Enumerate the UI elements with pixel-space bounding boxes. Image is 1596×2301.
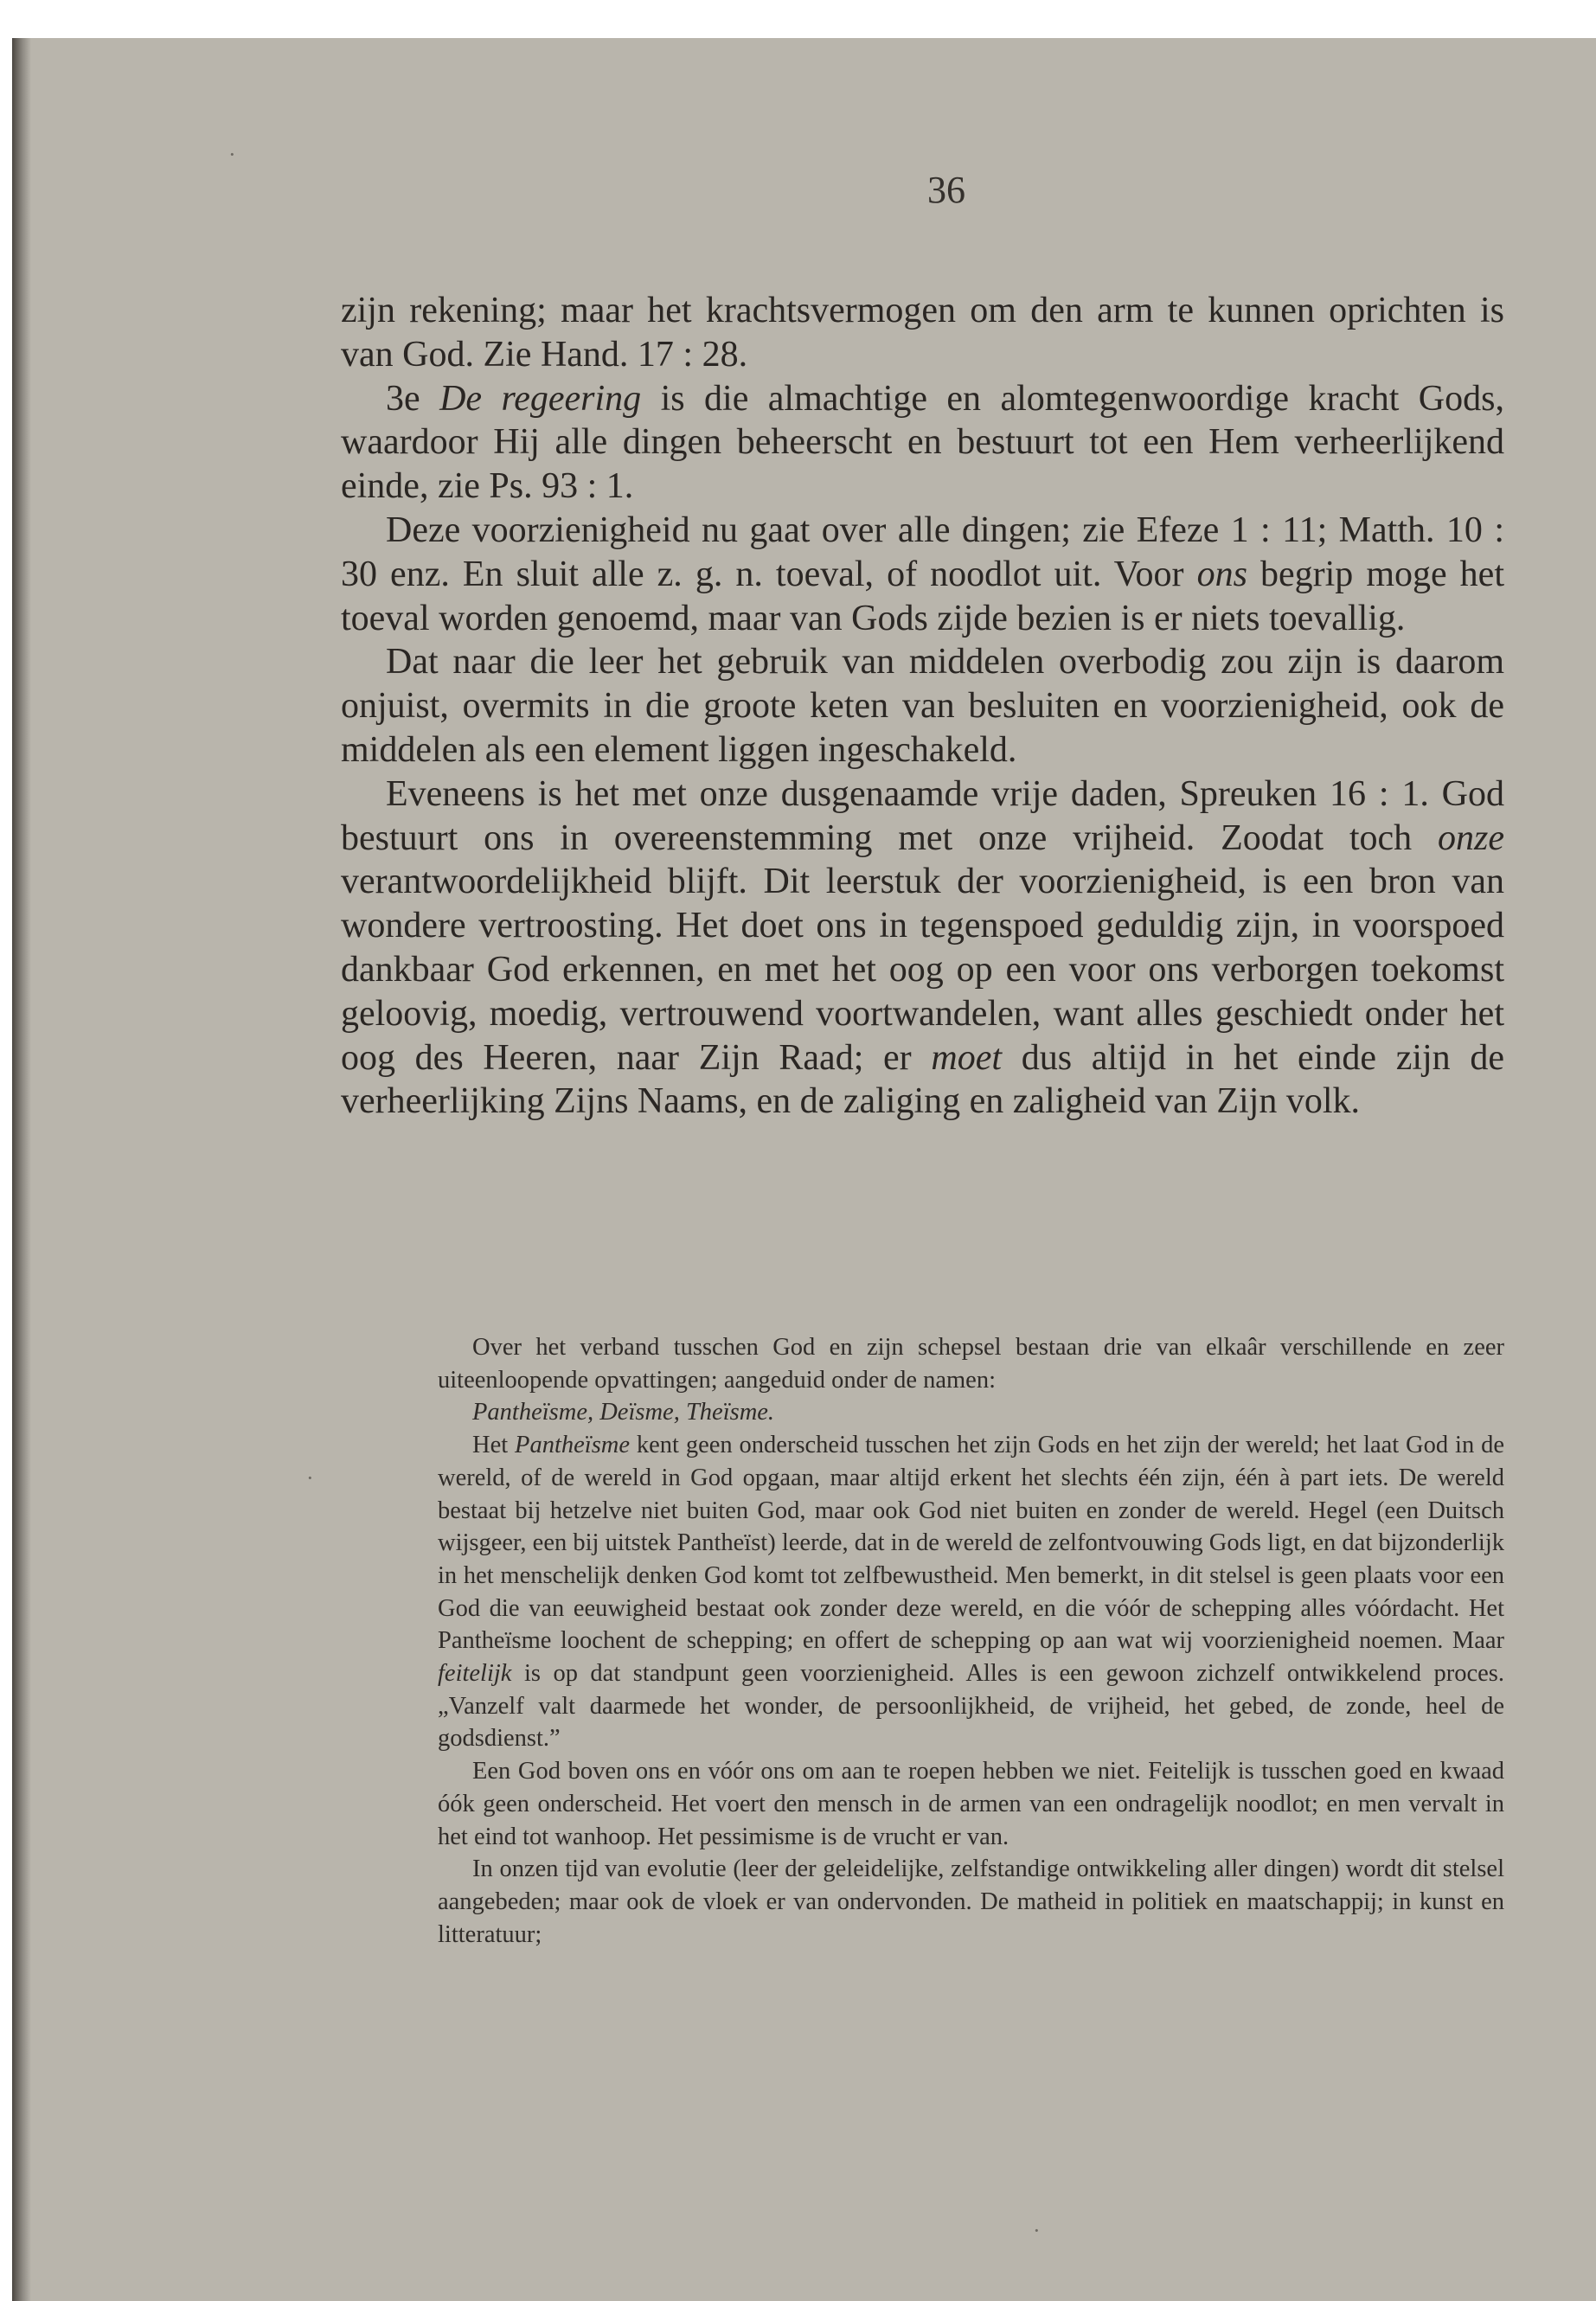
footnote-4 — [438, 1853, 1504, 1951]
page-number: 36 — [927, 169, 965, 211]
paragraph-4-text: Dat naar die leer het gebruik van middelen overbodig zou zijn is daarom onjuist, overmits in die groote keten van besluiten en voorzienigheid, ook de middelen als een element liggen ingeschakeld. — [341, 642, 1504, 770]
paragraph-5-italic-1: onze — [1438, 817, 1504, 858]
book-page — [12, 38, 1596, 2301]
paragraph-5-b: verantwoordelijkheid blijft. Dit leerstuk der voorzienigheid, is een bron van wondere vertroosting. Het doet ons in tegenspoed geduldig zijn, in voorspoed dankbaar God erkennen, en met het oog op een voor ons verborgen toekomst geloovig, moedig, vertrouwend voortwandelen, want alles geschiedt onder het oog des Heeren, naar Zijn Raad; er — [341, 862, 1504, 1078]
paper-speck: · — [228, 142, 236, 167]
paragraph-2-prefix: 3e — [386, 378, 440, 419]
paper-speck: · — [1033, 2218, 1041, 2243]
footnote-2 — [438, 1429, 1504, 1755]
footnote-1-names: Pantheïsme, Deïsme, Theïsme. — [472, 1399, 775, 1426]
paragraph-3-a: Deze voorzienigheid nu gaat over alle dingen; zie Efeze 1 : 11; Matth. 10 : 30 enz. En sluit alle z. g. n. toeval, of noodlot uit. Voor — [341, 510, 1504, 594]
paper-speck: · — [306, 1465, 314, 1490]
paragraph-3 — [341, 509, 1504, 640]
page-spine-shadow — [12, 38, 31, 2301]
footnote-3-text: Een God boven ons en vóór ons om aan te roepen hebben we niet. Feitelijk is tusschen goed en kwaad óók geen onderscheid. Het voert den mensch in de armen van een ondragelijk noodlot; en men vervalt in het eind tot wanhoop. Het pessimisme is de vrucht er van. — [438, 1758, 1504, 1850]
footnote-2-a: Het — [472, 1432, 516, 1459]
footnote — [438, 1331, 1504, 1951]
paragraph-5-italic-2: moet — [931, 1037, 1003, 1078]
paragraph-5-c: dus altijd in het einde zijn de verheerlijking Zijns Naams, en de zaliging en zaligheid van Zijn volk. — [341, 1037, 1504, 1122]
paragraph-4 — [341, 640, 1504, 772]
footnote-1 — [438, 1331, 1504, 1429]
paragraph-2 — [341, 377, 1504, 509]
paragraph-2-rest: is die almachtige en alomtegenwoordige kracht Gods, waardoor Hij alle dingen beheerscht en bestuurt tot een Hem verheerlijkend einde, zie Ps. 93 : 1. — [341, 378, 1504, 507]
footnote-4-text: In onzen tijd van evolutie (leer der geleidelijke, zelfstandige ontwikkeling aller dingen) wordt dit stelsel aangebeden; maar ook de vloek er van ondervonden. De matheid in politiek en maatschappij; in kunst en litteratuur; — [438, 1856, 1504, 1948]
footnote-2-c: is op dat standpunt geen voorzienigheid. Alles is een gewoon zichzelf ontwikkelend proces. „Vanzelf valt daarmede het wonder, de persoonlijkheid, de vrijheid, het gebed, de zonde, heel de godsdienst.” — [438, 1660, 1504, 1753]
paragraph-3-italic: ons — [1196, 554, 1247, 594]
footnote-1-text: Over het verband tusschen God en zijn schepsel bestaan drie van elkaâr verschillende en zeer uiteenloopende opvattingen; aangeduid onder de namen: — [438, 1334, 1504, 1394]
footnote-2-b: kent geen onderscheid tusschen het zijn Gods en het zijn der wereld; het laat God in de wereld, of de wereld in God opgaan, maar altijd erkent het slechts één zijn, één à part iets. De wereld bestaat bij hetzelve niet buiten God, maar ook God niet buiten en zonder de wereld. Hegel (een Duitsch wijsgeer, een bij uitstek Pantheïst) leerde, dat in de wereld de zelfontvouwing Gods ligt, en dat bijzonderlijk in het menschelijk denken God komt tot zelfbewustheid. Men bemerkt, in dit stelsel is geen plaats voor een God die van eeuwigheid bestaat ook zonder deze wereld, en die vóór de schepping alles vóórdacht. Het Pantheïsme loochent de schepping; en offert de schepping op aan wat wij voorzienigheid noemen. Maar — [438, 1432, 1504, 1655]
footnote-2-italic-1: Pantheïsme — [515, 1432, 631, 1459]
paragraph-1 — [341, 289, 1504, 377]
footnote-2-italic-2: feitelijk — [438, 1660, 512, 1688]
paragraph-3-b: begrip moge het toeval worden genoemd, maar van Gods zijde bezien is er niets toevallig. — [341, 554, 1504, 638]
paragraph-1-text: zijn rekening; maar het krachtsvermogen om den arm te kunnen oprichten is van God. Zie Hand. 17 : 28. — [341, 291, 1504, 375]
paragraph-5-a: Eveneens is het met onze dusgenaamde vrije daden, Spreuken 16 : 1. God bestuurt ons in overeenstemming met onze vrijheid. Zoodat toch — [341, 773, 1504, 858]
footnote-3 — [438, 1755, 1504, 1853]
main-text — [341, 289, 1504, 1124]
paragraph-5 — [341, 772, 1504, 1124]
paragraph-2-italic: De regeering — [439, 378, 642, 419]
